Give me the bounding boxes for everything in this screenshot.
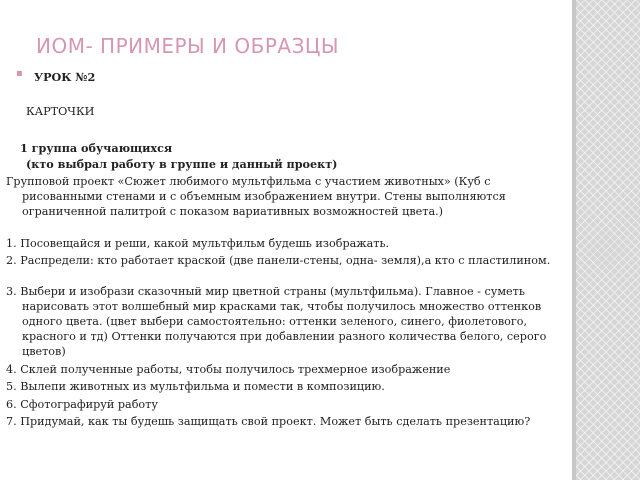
paragraph-step-2: 2. Распредели: кто работает краской (две панели-стены, одна- земля),а кто с пластилином. <box>6 254 551 267</box>
cards-label: КАРТОЧКИ <box>26 105 95 118</box>
paragraph-step-7: 7. Придумай, как ты будешь защищать свой проект. Может быть сделать презентацию? <box>6 415 531 428</box>
stripe-divider <box>572 0 576 480</box>
paragraph-step-4: 4. Склей полученные работы, чтобы получилось трехмерное изображение <box>6 363 451 376</box>
paragraph-step-5: 5. Вылепи животных из мультфильма и помести в композицию. <box>6 380 385 393</box>
paragraph-step-6: 6. Сфотографируй работу <box>6 398 158 411</box>
bullet-icon: ▪ <box>16 68 23 79</box>
paragraph-project: Групповой проект «Сюжет любимого мультфильма с участием животных» (Куб с рисованными стенами и с объемным изображением внутри. Стены выполняются ограниченной палитрой с показом вариативных возможностей цвета.) <box>6 175 506 218</box>
group-subheading: (кто выбрал работу в группе и данный проект) <box>26 157 338 171</box>
paragraph-step-1: 1. Посовещайся и реши, какой мультфильм будешь изображать. <box>6 237 390 250</box>
group-heading: 1 группа обучающихся <box>20 141 173 155</box>
paragraph-step-3: 3. Выбери и изобрази сказочный мир цветной страны (мультфильма). Главное - суметь нарисовать этот волшебный мир красками так, чтобы получилось множество оттенков одного цвета. (цвет выбери самостоятельно: оттенки зеленого, синего, фиолетового, красного и тд) Оттенки получаются при добавлении разного количества белого, серого цветов) <box>6 285 547 358</box>
decorative-side-stripe <box>572 0 640 480</box>
slide-title: ИОМ- ПРИМЕРЫ И ОБРАЗЦЫ <box>36 34 340 58</box>
lesson-label: УРОК №2 <box>34 70 96 84</box>
